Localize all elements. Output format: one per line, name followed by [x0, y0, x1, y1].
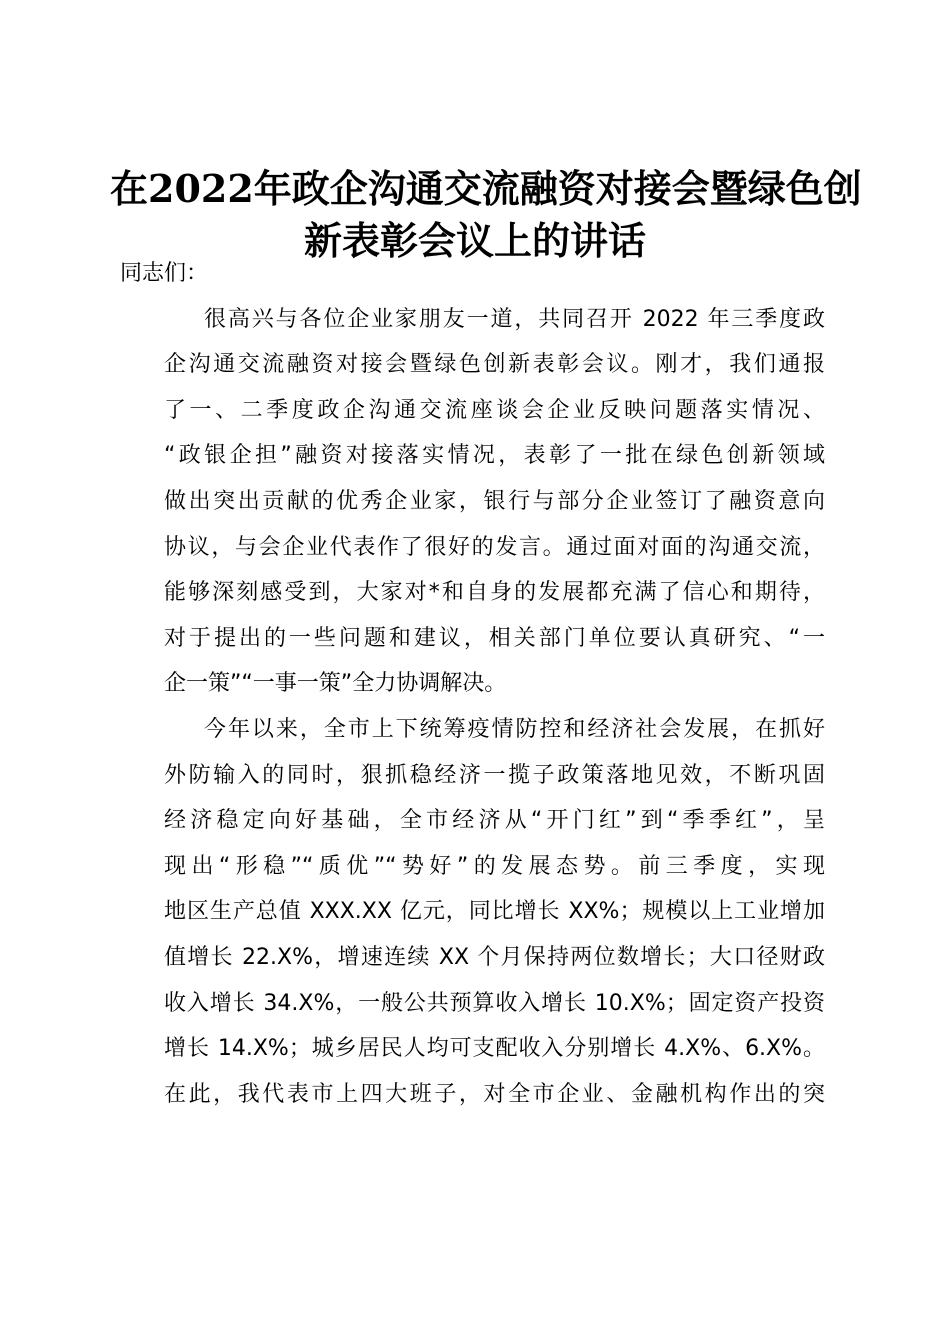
paragraph-line: 协议，与会企业代表作了很好的发言。通过面对面的沟通交流，: [164, 534, 825, 560]
paragraph-line: 很高兴与各位企业家朋友一道，共同召开 2022 年三季度政: [204, 306, 825, 332]
paragraph-line: 增长 14.X%；城乡居民人均可支配收入分别增长 4.X%、6.X%。: [164, 1036, 825, 1062]
paragraph-line: 做出突出贡献的优秀企业家，银行与部分企业签订了融资意向: [164, 488, 825, 514]
paragraph-line: 现出“形稳”“质优”“势好”的发展态势。前三季度，实现: [164, 853, 825, 879]
paragraph-line: 在此，我代表市上四大班子，对全市企业、金融机构作出的突: [164, 1081, 825, 1107]
paragraph-line: 了一、二季度政企沟通交流座谈会企业反映问题落实情况、: [164, 397, 825, 423]
paragraph-line: 经济稳定向好基础，全市经济从“开门红”到“季季红”，呈: [164, 808, 825, 834]
paragraph-line: 地区生产总值 XXX.XX 亿元，同比增长 XX%；规模以上工业增加: [164, 899, 825, 925]
paragraph-line: 今年以来，全市上下统筹疫情防控和经济社会发展，在抓好: [204, 716, 825, 742]
paragraph-line: 企一策”“一事一策”全力协调解决。: [164, 671, 507, 697]
paragraph-line: 能够深刻感受到，大家对*和自身的发展都充满了信心和期待，: [164, 580, 825, 606]
title-line-1: 在2022年政企沟通交流融资对接会暨绿色创: [110, 166, 862, 212]
salutation: 同志们：: [120, 261, 209, 286]
paragraph-line: 收入增长 34.X%，一般公共预算收入增长 10.X%；固定资产投资: [164, 990, 825, 1016]
paragraph-2: [120, 707, 825, 1117]
paragraph-line: 企沟通交流融资对接会暨绿色创新表彰会议。刚才，我们通报: [164, 352, 825, 378]
title-line-2: 新表彰会议上的讲话: [303, 218, 646, 264]
paragraph-line: 值增长 22.X%，增速连续 XX 个月保持两位数增长；大口径财政: [164, 944, 825, 970]
document-body: [120, 251, 825, 1117]
paragraph-line: “政银企担”融资对接落实情况，表彰了一批在绿色创新领域: [164, 443, 825, 469]
paragraph-1: [120, 297, 825, 707]
paragraph-line: 对于提出的一些问题和建议，相关部门单位要认真研究、“一: [164, 625, 825, 651]
paragraph-line: 外防输入的同时，狠抓稳经济一揽子政策落地见效，不断巩固: [164, 762, 825, 788]
